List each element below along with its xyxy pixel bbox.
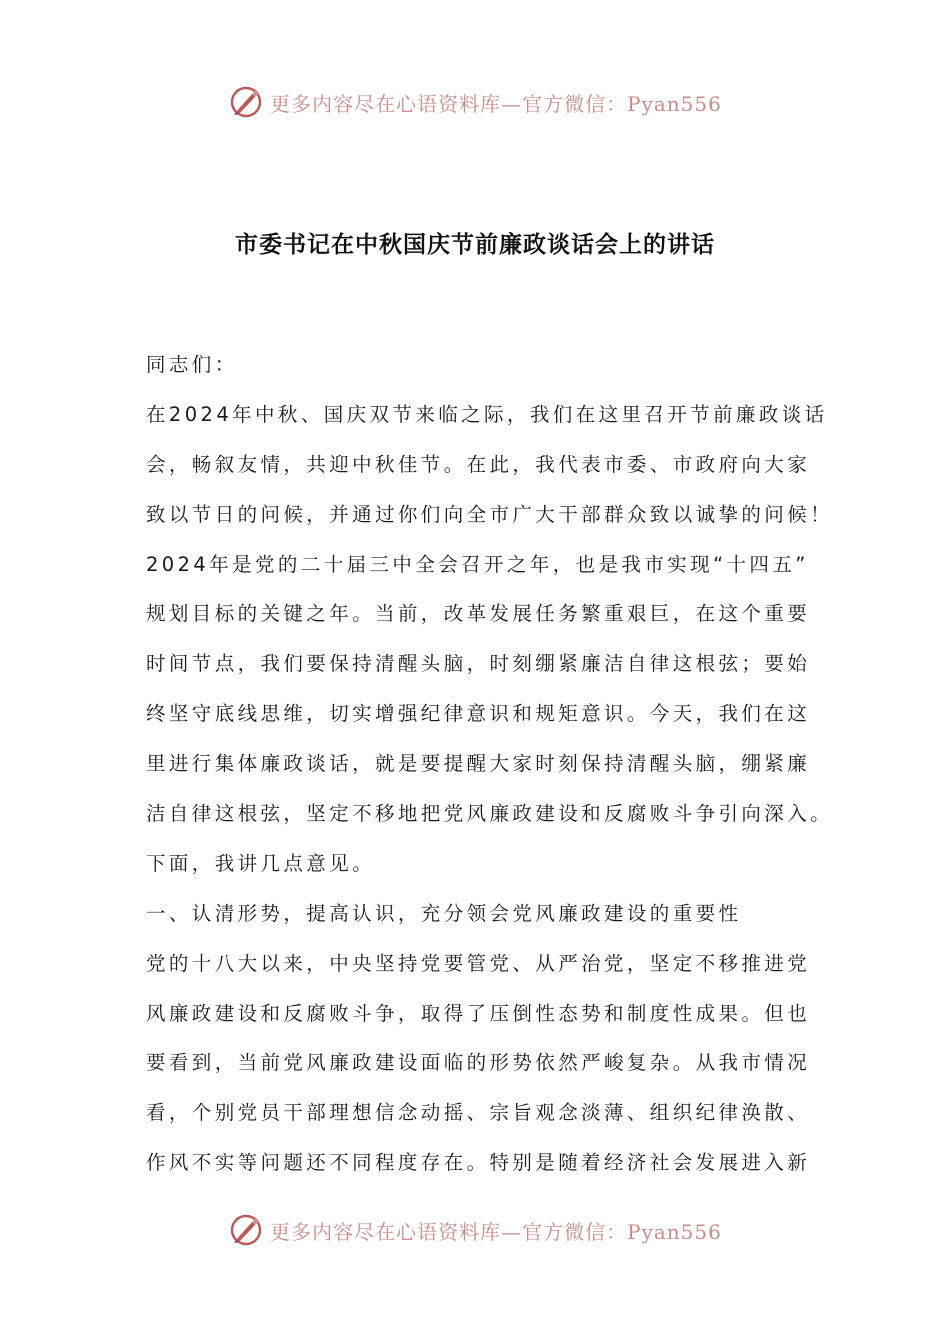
footer-watermark-banner	[0, 1208, 950, 1252]
header-watermark-text: 更多内容尽在心语资料库—官方微信：Pyan556	[270, 91, 722, 116]
body-line: 作风不实等问题还不同程度存在。特别是随着经济社会发展进入新	[146, 1151, 811, 1175]
body-line: 风廉政建设和反腐败斗争，取得了压倒性态势和制度性成果。但也	[146, 1001, 811, 1025]
body-line: 致以节日的问候，并通过你们向全市广大干部群众致以诚挚的问候！	[146, 502, 834, 526]
body-line: 在2024年中秋、国庆双节来临之际，我们在这里召开节前廉政谈话	[146, 402, 828, 426]
pen-logo-icon	[228, 1212, 264, 1248]
document-body	[146, 340, 834, 1188]
body-line: 下面，我讲几点意见。	[146, 851, 376, 875]
body-line: 洁自律这根弦，坚定不移地把党风廉政建设和反腐败斗争引向深入。	[146, 802, 834, 826]
body-line: 同志们：	[146, 353, 238, 376]
body-line: 会，畅叙友情，共迎中秋佳节。在此，我代表市委、市政府向大家	[146, 452, 811, 476]
body-line: 里进行集体廉政谈话，就是要提醒大家时刻保持清醒头脑，绷紧廉	[146, 752, 811, 776]
pen-logo-icon	[228, 84, 264, 120]
body-line: 时间节点，我们要保持清醒头脑，时刻绷紧廉洁自律这根弦；要始	[146, 652, 811, 676]
body-line: 终坚守底线思维，切实增强纪律意识和规矩意识。今天，我们在这	[146, 702, 811, 726]
header-watermark-banner	[0, 80, 950, 124]
body-line: 要看到，当前党风廉政建设面临的形势依然严峻复杂。从我市情况	[146, 1051, 811, 1075]
body-line: 2024年是党的二十届三中全会召开之年，也是我市实现“十四五”	[146, 552, 809, 576]
body-line: 党的十八大以来，中央坚持党要管党、从严治党，坚定不移推进党	[146, 951, 811, 975]
document-title: 市委书记在中秋国庆节前廉政谈话会上的讲话	[235, 232, 715, 258]
body-line: 规划目标的关键之年。当前，改革发展任务繁重艰巨，在这个重要	[146, 602, 811, 626]
body-line: 看，个别党员干部理想信念动摇、宗旨观念淡薄、组织纪律涣散、	[146, 1101, 811, 1125]
section-heading: 一、认清形势，提高认识，充分领会党风廉政建设的重要性	[146, 901, 742, 925]
footer-watermark-text: 更多内容尽在心语资料库—官方微信：Pyan556	[270, 1219, 722, 1244]
